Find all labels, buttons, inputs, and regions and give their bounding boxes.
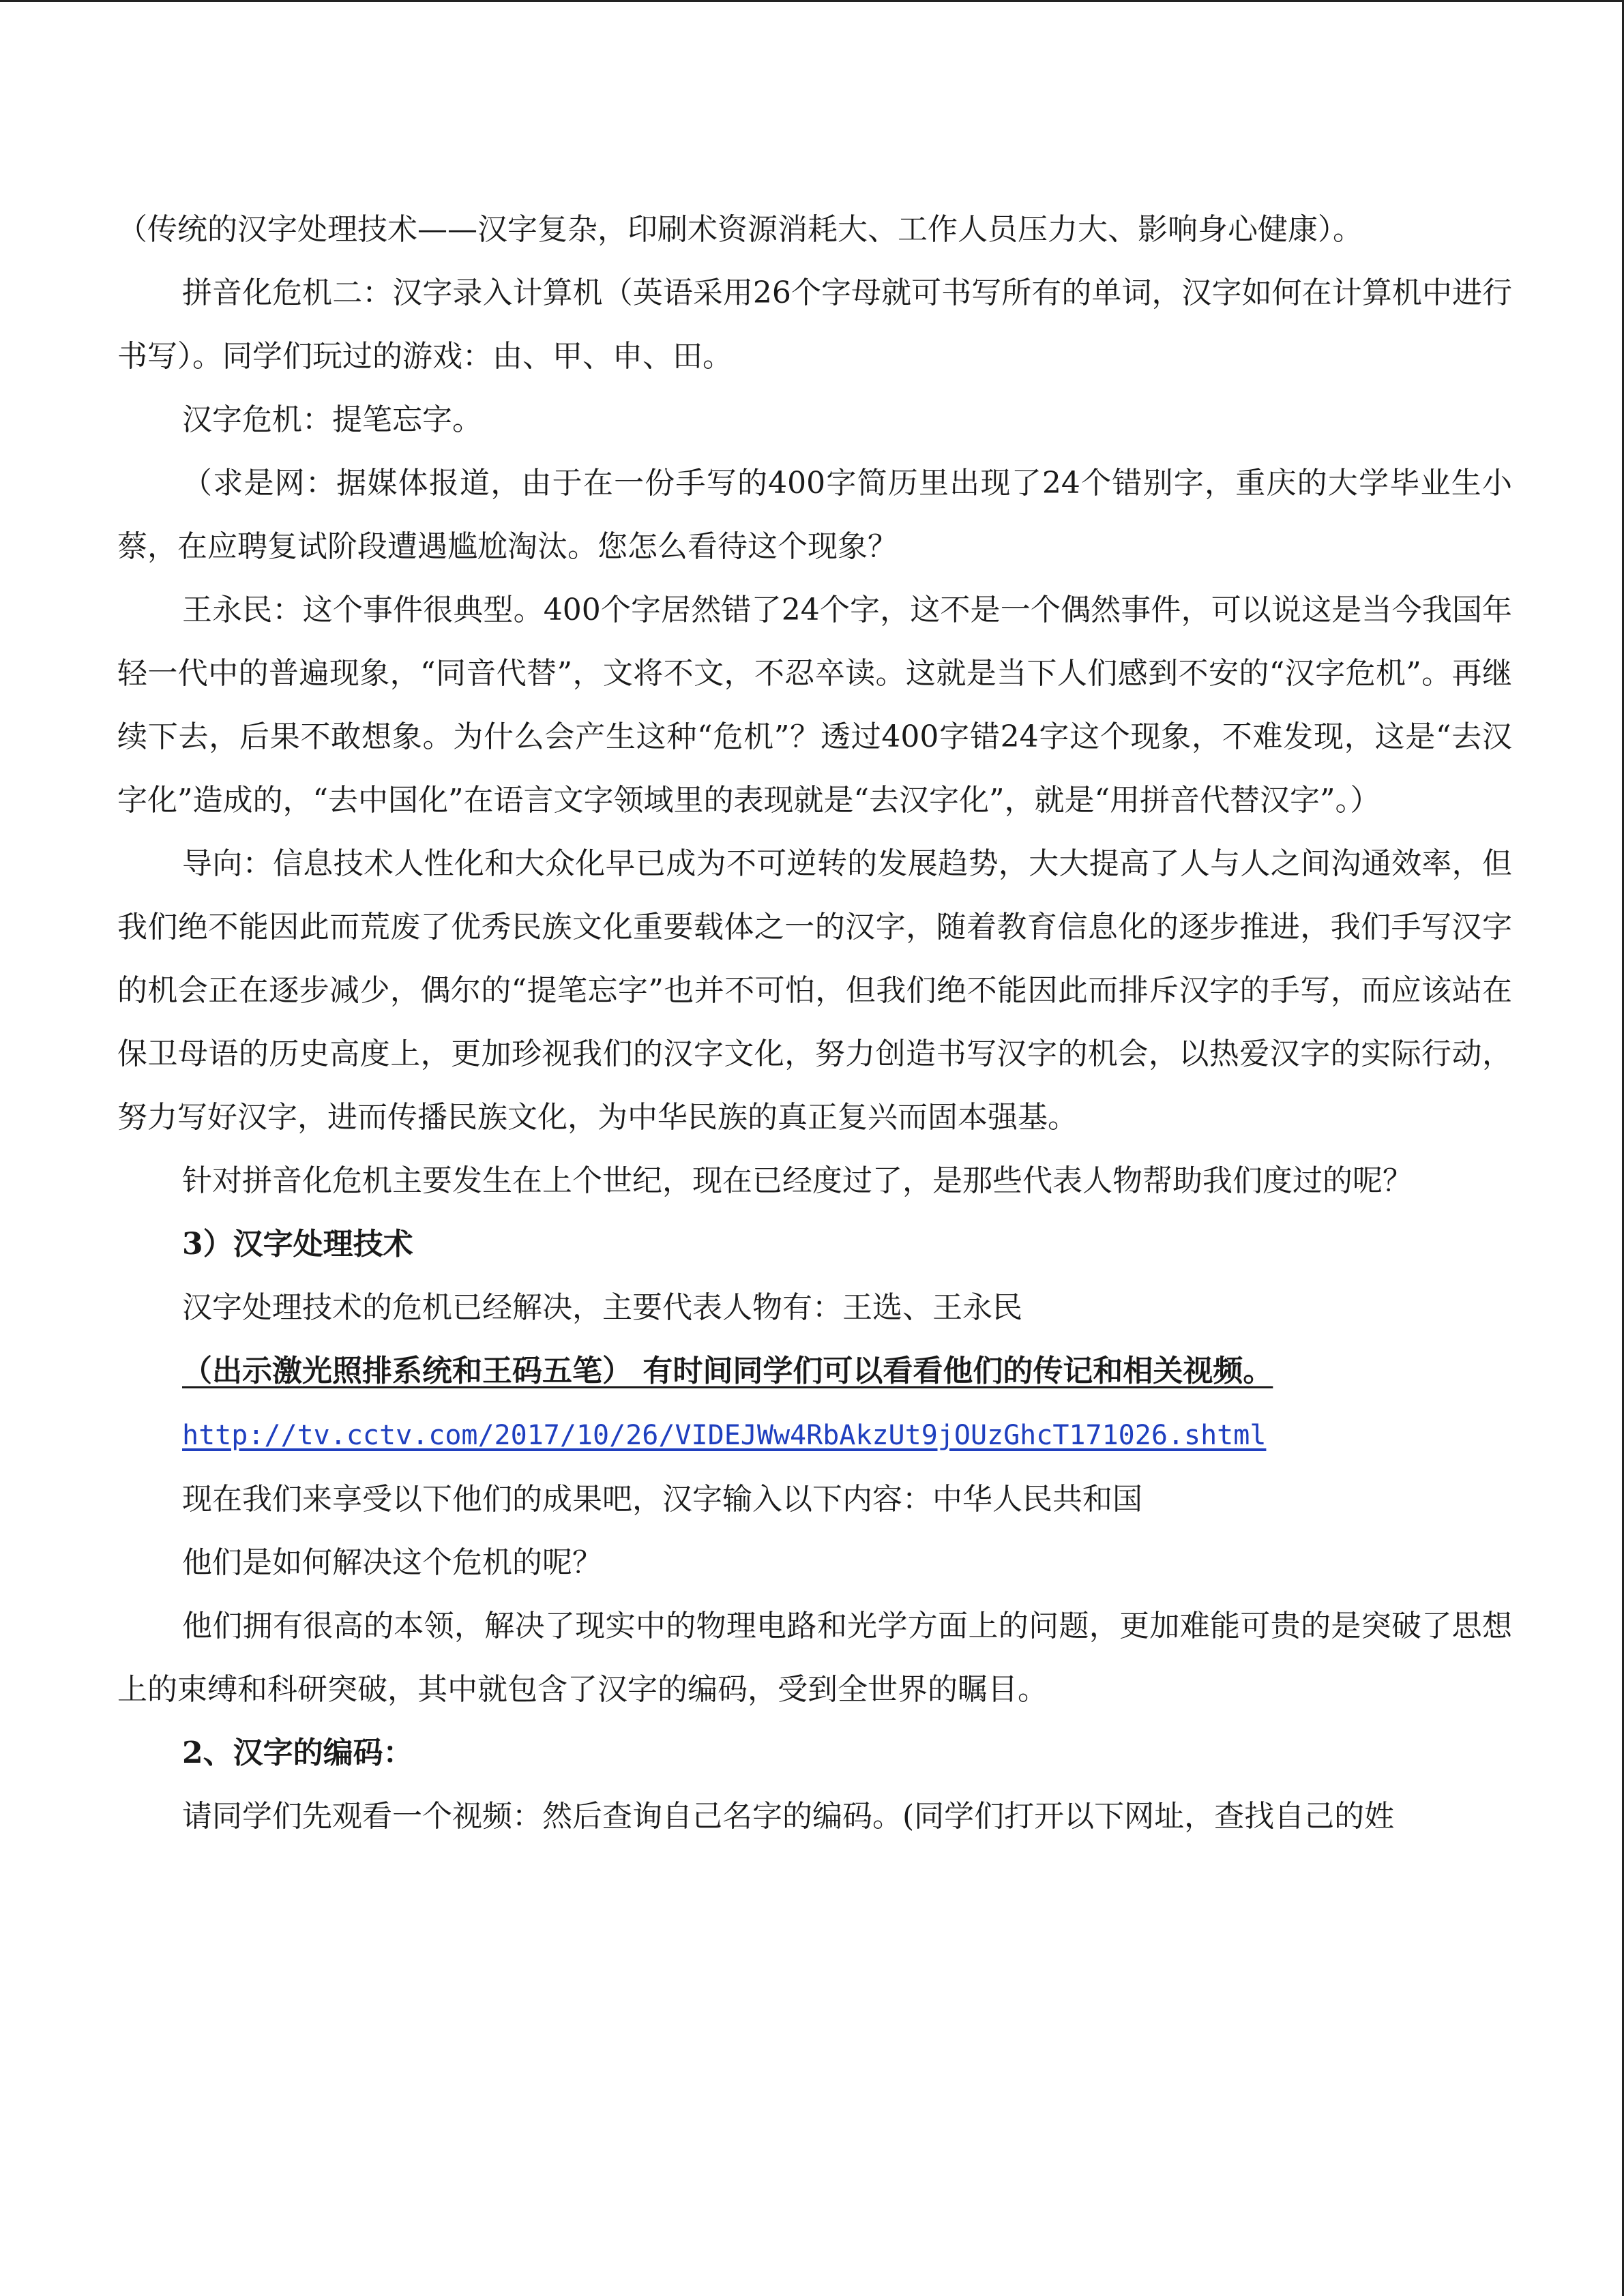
paragraph-how-solved: 他们是如何解决这个危机的呢？ [182,1545,602,1580]
paragraph-input-task: 现在我们来享受以下他们的成果吧，汉字输入以下内容：中华人民共和国 [182,1482,1142,1517]
paragraph-watch-video: 请同学们先观看一个视频：然后查询自己名字的编码。(同学们打开以下网址，查找自己的姓 [182,1799,1395,1834]
paragraph-forget-characters: 汉字危机：提笔忘字。 [182,402,482,437]
cctv-video-link[interactable]: http://tv.cctv.com/2017/10/26/VIDEJWw4RbAkzUt9jOUzGhcT171026.shtml [182,1420,1267,1451]
heading-chinese-processing-tech: 3）汉字处理技术 [182,1227,413,1262]
page-border-top [0,0,1624,2]
paragraph-representatives: 汉字处理技术的危机已经解决，主要代表人物有：王选、王永民 [182,1290,1022,1325]
paragraph-qiushi-question: （求是网：据媒体报道，由于在一份手写的400字简历里出现了24个错别字，重庆的大学毕业生小蔡，在应聘复试阶段遭遇尴尬淘汰。您怎么看待这个现象？ [117,466,1512,564]
paragraph-guidance: 导向：信息技术人性化和大众化早已成为不可逆转的发展趋势，大大提高了人与人之间沟通效率，但我们绝不能因此而荒废了优秀民族文化重要载体之一的汉字，随着教育信息化的逐步推进，我们手写汉字的机会正在逐步减少，偶尔的“提笔忘字”也并不可怕，但我们绝不能因此而排斥汉字的手写，而应该站在保卫母语的历史高度上，更加珍视我们的汉字文化，努力创造书写汉字的机会，以热爱汉字的实际行动，努力写好汉字，进而传播民族文化，为中华民族的真正复兴而固本强基。 [117,846,1512,1135]
paragraph-crisis-two: 拼音化危机二：汉字录入计算机（英语采用26个字母就可书写所有的单词，汉字如何在计算机中进行书写）。同学们玩过的游戏：由、甲、申、田。 [117,275,1512,374]
link-line [117,1403,1512,1467]
document-body [117,198,1512,1848]
paragraph-wang-yongmin-answer: 王永民：这个事件很典型。400个字居然错了24个字，这不是一个偶然事件，可以说这是当今我国年轻一代中的普遍现象，“同音代替”，文将不文，不忍卒读。这就是当下人们感到不安的“汉字危机”。再继续下去，后果不敢想象。为什么会产生这种“危机”？透过400字错24字这个现象，不难发现，这是“去汉字化”造成的，“去中国化”在语言文字领域里的表现就是“去汉字化”，就是“用拼音代替汉字”。） [117,593,1512,818]
paragraph-question-representatives: 针对拼音化危机主要发生在上个世纪，现在已经度过了，是那些代表人物帮助我们度过的呢？ [182,1163,1413,1198]
heading-character-encoding: 2、汉字的编码： [182,1735,413,1770]
paragraph-achievements: 他们拥有很高的本领，解决了现实中的物理电路和光学方面上的问题，更加难能可贵的是突破了思想上的束缚和科研突破，其中就包含了汉字的编码，受到全世界的瞩目。 [117,1609,1512,1707]
paragraph-show-systems [117,1339,1512,1403]
paragraph-traditional-tech: （传统的汉字处理技术——汉字复杂，印刷术资源消耗大、工作人员压力大、影响身心健康）。 [117,212,1363,247]
underlined-show-systems: （出示激光照排系统和王码五笔） 有时间同学们可以看看他们的传记和相关视频。 [182,1354,1273,1388]
